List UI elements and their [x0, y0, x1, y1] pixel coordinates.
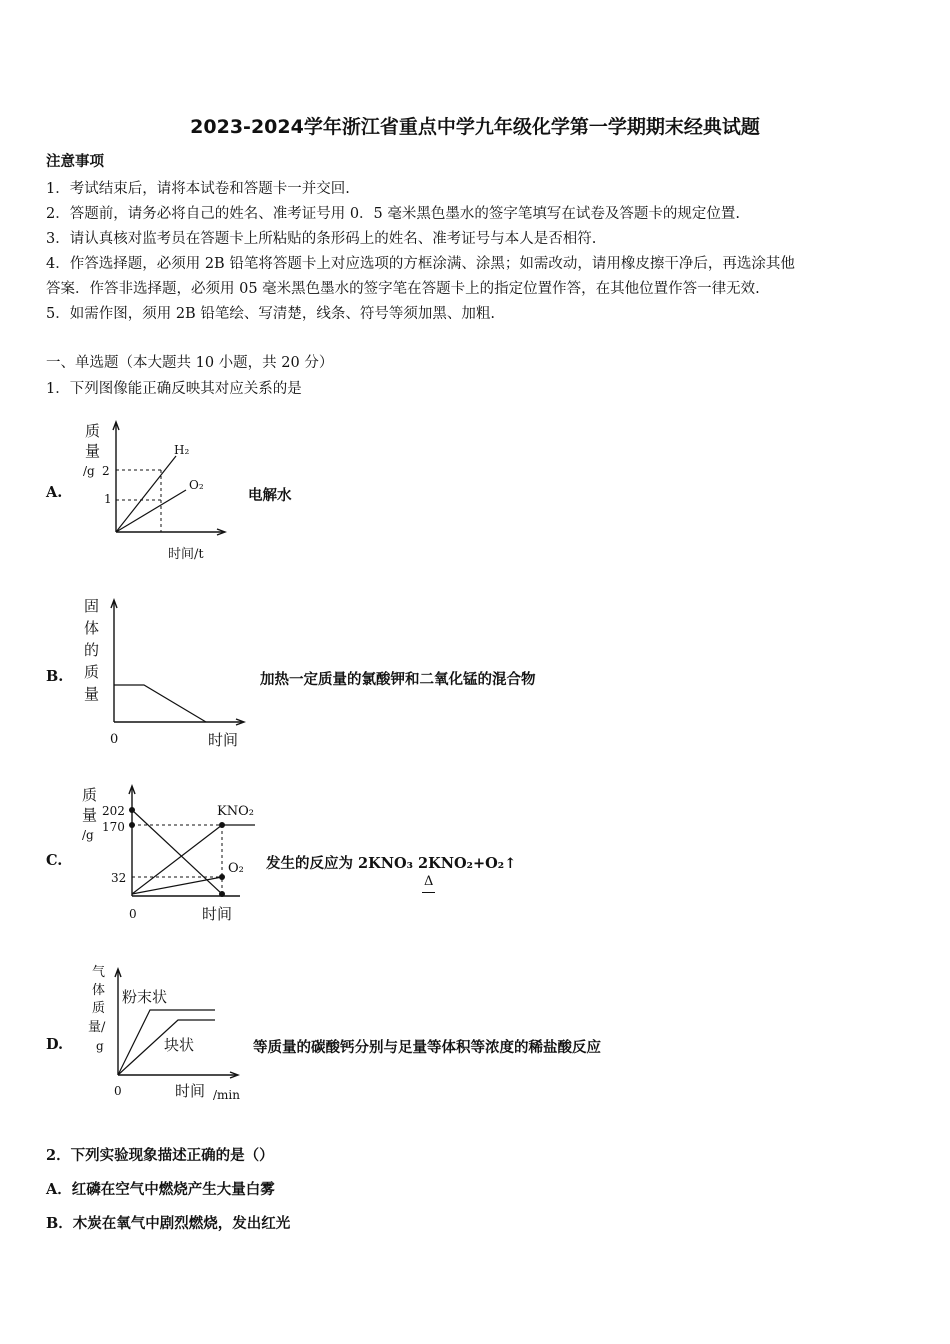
graph-d-series-label: 粉末状 — [122, 988, 168, 1006]
question-2-stem: 2．下列实验现象描述正确的是（） — [46, 1147, 274, 1164]
notice-item: 4．作答选择题，必须用 2B 铅笔将答题卡上对应选项的方框涂满、涂黑；如需改动，请用橡皮擦干净后，再选涂其他 — [46, 256, 795, 272]
option-d-label: D. — [46, 1036, 64, 1053]
graph-b-ylabel: 体 — [84, 619, 100, 637]
graph-c-line-kno2 — [132, 825, 222, 894]
graph-b-xlabel: 时间 — [208, 731, 239, 749]
notice-item: 1．考试结束后，请将本试卷和答题卡一并交回. — [46, 181, 350, 197]
graph-b — [80, 595, 260, 755]
graph-d-ylabel: 体 — [92, 983, 106, 998]
section-heading: 一、单选题（本大题共 10 小题，共 20 分） — [46, 355, 334, 371]
graph-a-tick: 1 — [104, 492, 112, 506]
question-1-stem: 1．下列图像能正确反映其对应关系的是 — [46, 381, 302, 397]
graph-c-point — [219, 891, 225, 897]
graph-c-tick: 202 — [102, 804, 125, 818]
page-title: 2023-2024学年浙江省重点中学九年级化学第一学期期末经典试题 — [190, 116, 760, 138]
graph-c-origin: 0 — [129, 907, 137, 921]
graph-d-series-label: 块状 — [164, 1036, 195, 1054]
graph-a-ylabel: 质 — [85, 422, 101, 440]
graph-c-line-solid — [132, 810, 222, 894]
graph-c-ylabel: /g — [82, 828, 94, 842]
graph-c-point — [129, 807, 135, 813]
reaction-condition: Δ — [424, 874, 434, 889]
option-b-desc: 加热一定质量的氯酸钾和二氧化锰的混合物 — [260, 671, 536, 688]
graph-a-line-h2 — [116, 456, 176, 532]
option-c-label: C. — [46, 852, 63, 869]
graph-c-tick: 32 — [111, 871, 127, 885]
graph-a-tick: 2 — [102, 464, 110, 478]
notice-item: 答案．作答非选择题，必须用 05 毫米黑色墨水的签字笔在答题卡上的指定位置作答，在其他位置作答一律无效. — [46, 281, 760, 297]
option-b-label: B. — [46, 668, 64, 685]
graph-c-ylabel: 质 — [82, 786, 98, 804]
option-a-desc: 电解水 — [248, 487, 292, 504]
graph-c-ylabel: 量 — [82, 806, 98, 824]
graph-a-ylabel: 量 — [85, 442, 101, 460]
graph-c-line-o2 — [132, 877, 222, 894]
graph-c-tick: 170 — [102, 820, 125, 834]
graph-a-line-o2 — [116, 490, 186, 532]
graph-a-ylabel: /g — [83, 464, 95, 478]
question-2-option: A．红磷在空气中燃烧产生大量白雾 — [46, 1181, 275, 1198]
graph-b-ylabel: 的 — [84, 641, 100, 659]
graph-c-series-label: KNO₂ — [217, 804, 254, 819]
notice-item: 5．如需作图，须用 2B 铅笔绘、写清楚，线条、符号等须加黑、加粗. — [46, 306, 495, 322]
graph-d-xlabel: 时间 — [175, 1082, 206, 1100]
graph-b-line — [114, 685, 206, 722]
graph-c-series-label: O₂ — [228, 861, 244, 876]
question-2-option: B．木炭在氧气中剧烈燃烧，发出红光 — [46, 1215, 291, 1232]
graph-d-ylabel: 质 — [92, 1001, 106, 1016]
graph-a-series-label: H₂ — [174, 443, 190, 457]
option-d-desc: 等质量的碳酸钙分别与足量等体积等浓度的稀盐酸反应 — [253, 1039, 601, 1056]
graph-c-xlabel: 时间 — [202, 905, 233, 923]
graph-d-xunit: /min — [213, 1088, 240, 1102]
graph-d-ylabel: 量/ — [88, 1020, 106, 1035]
graph-b-ylabel: 质 — [84, 663, 100, 681]
notice-heading: 注意事项 — [46, 153, 104, 170]
graph-a — [78, 418, 238, 568]
graph-c-point — [219, 874, 225, 880]
graph-d-ylabel: 气 — [92, 965, 106, 980]
graph-d-ylabel: g — [96, 1039, 104, 1053]
reaction-condition-bar — [422, 892, 435, 893]
graph-a-xlabel: 时间/t — [168, 547, 204, 562]
graph-a-series-label: O₂ — [189, 478, 204, 492]
option-a-label: A. — [46, 484, 63, 501]
graph-b-ylabel: 量 — [84, 685, 100, 703]
graph-c — [80, 782, 280, 927]
notice-item: 3．请认真核对监考员在答题卡上所粘贴的条形码上的姓名、准考证号与本人是否相符. — [46, 231, 597, 247]
graph-c-point — [219, 822, 225, 828]
graph-b-ylabel: 固 — [84, 597, 100, 615]
notice-item: 2．答题前，请务必将自己的姓名、准考证号用 0．5 毫米黑色墨水的签字笔填写在试卷及答题卡的规定位置. — [46, 206, 740, 222]
graph-d-origin: 0 — [114, 1084, 122, 1098]
option-c-desc: 发生的反应为 2KNO₃ 2KNO₂+O₂↑ — [266, 855, 517, 872]
graph-b-origin: 0 — [110, 732, 119, 747]
graph-d — [86, 964, 256, 1109]
graph-c-point — [129, 822, 135, 828]
